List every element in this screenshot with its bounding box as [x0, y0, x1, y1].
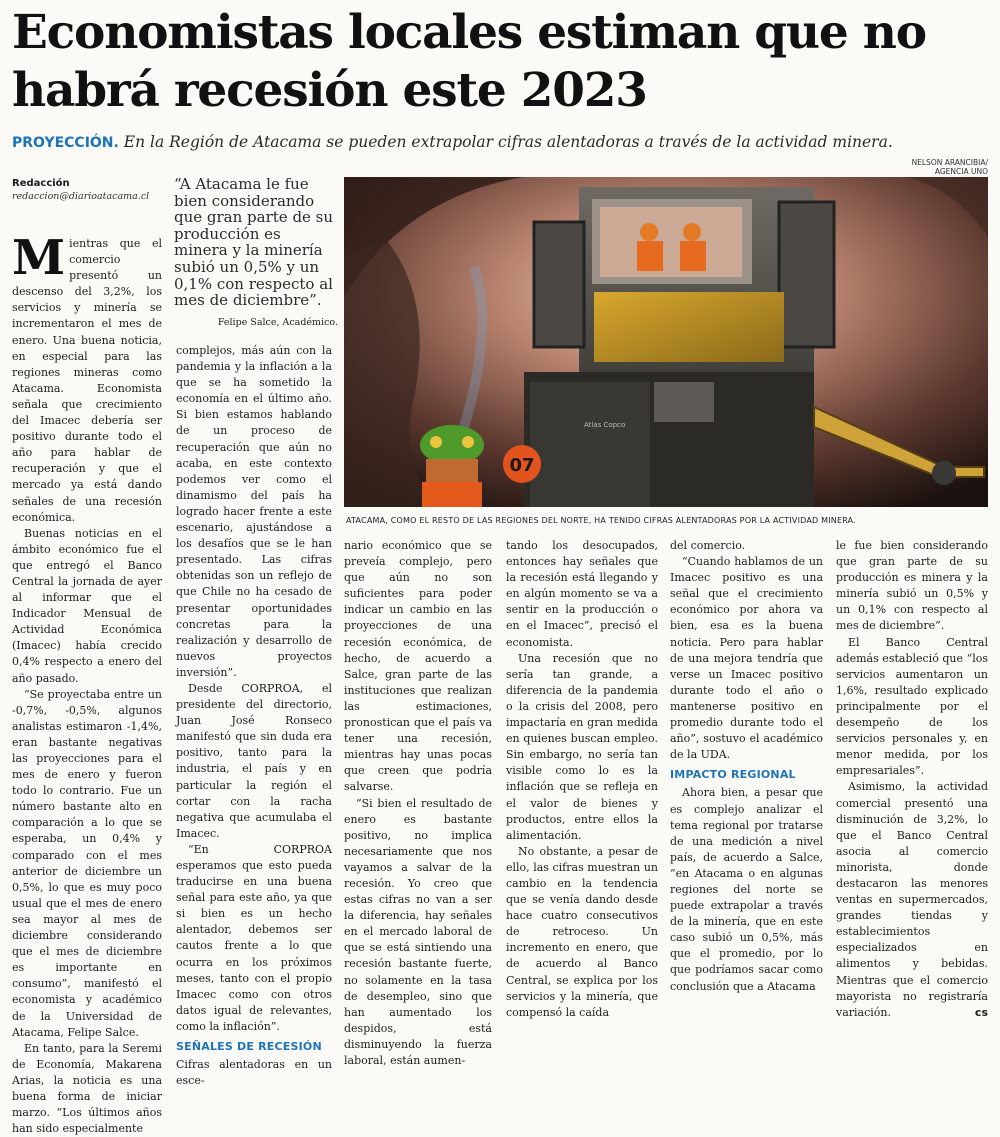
photo-caption: ATACAMA, COMO EL RESTO DE LAS REGIONES DEL NORTE, HA TENIDO CIFRAS ALENTADORAS POR LA ACTIVIDAD MINERA.	[346, 516, 856, 525]
article-column-3	[344, 538, 492, 1069]
paragraph: No obstante, a pesar de ello, las cifras muestran un cambio en la tendencia que se venía dando desde hace cuatro consecutivos de retroceso. Un incremento en enero, que de acuerdo al Banco Central, se explica por los servicios y la minería, que compensó la caída	[506, 844, 658, 1019]
drop-cap: M	[12, 230, 66, 286]
paragraph: Una recesión que no sería tan grande, a diferencia de la pandemia o la crisis del 2008, pero impactaría en gran medida en quienes buscan empleo. Sin embargo, no sería tan visible como lo es la inflación que se refleja en el valor de bienes y productos, entre ellos la alimentación.	[506, 651, 658, 842]
article-column-2	[176, 343, 332, 1089]
deck	[12, 132, 992, 153]
article-column-5	[670, 538, 823, 995]
end-mark-icon: cs	[974, 1005, 988, 1019]
vehicle-number-badge	[503, 445, 541, 483]
section-heading-impacto: IMPACTO REGIONAL	[670, 768, 796, 782]
article-column-1	[12, 230, 162, 1137]
headline: Economistas locales estiman que no habrá recesión este 2023	[12, 5, 926, 118]
deck-text: En la Región de Atacama se pueden extrapolar cifras alentadoras a través de la actividad minera.	[123, 133, 893, 151]
paragraph: “Cuando hablamos de un Imacec positivo es una señal que el crecimiento económico por ahora va bien, esa es la buena noticia. Pero para hablar de una mejora tendría que verse un Imacec positivo durante todo el año o mantenerse positivo en promedio durante todo el año”, sostuvo el académico de la UDA.	[670, 555, 823, 762]
paragraph: “Si bien el resultado de enero es bastante positivo, no implica necesariamente que nos vayamos a salvar de la recesión. Yo creo que estas cifras no van a ser la diferencia, hay señales en el mercado laboral de que se está sintiendo una recesión bastante fuerte, no solamente en la tasa de desempleo, sino que han aumentado los despidos, está disminuyendo la fuerza laboral, están aumen-	[344, 796, 492, 1067]
photo-credit-line2: AGENCIA UNO	[934, 167, 988, 176]
photo-credit-line1: NELSON ARANCIBIA/	[911, 158, 988, 167]
paragraph: Asimismo, la actividad comercial presentó una disminución de 3,2%, lo que el Banco Central asocia al comercio minorista, donde destacaron las menores ventas en supermercados, grandes tiendas y establecimientos especializados en alimentos y bebidas. Mientras que el comercio mayorista no registraría variación. cs	[836, 779, 988, 1020]
pull-quote	[174, 176, 338, 328]
paragraph: En tanto, para la Seremi de Economía, Makarena Arias, la noticia es una buena forma de iniciar marzo. “Los últimos años han sido especialmente	[12, 1041, 162, 1136]
paragraph: “En CORPROA esperamos que esto pueda traducirse en una buena señal para este año, ya que si bien es un hecho alentador, debemos ser cautos frente a lo que ocurra en los próximos meses, tanto con el propio Imacec como con otros datos igual de relevantes, como la inflación”.	[176, 842, 332, 1033]
vehicle-brand-label: Atlas Copco	[584, 421, 626, 429]
paragraph: Mientras que el comercio presentó un descenso del 3,2%, los servicios y minería se incrementaron el mes de enero. Una buena noticia, en especial para las regiones mineras como Atacama. Economista señala que crecimiento del Imacec debería ser positivo durante todo el año para hablar de recuperación y que el mercado ya está dando señales de una recesión económica.	[12, 230, 162, 524]
byline	[12, 177, 172, 204]
paragraph: Cifras alentadoras en un esce-	[176, 1058, 332, 1088]
vehicle-number-label: 07	[509, 455, 535, 476]
paragraph: nario económico que se preveía complejo, pero que aún no son suficientes para poder indicar un cambio en las proyecciones de una recesión económica, de hecho, de acuerdo a Salce, gran parte de las instituciones que realizan las estimaciones, pronostican que el país va tener una recesión, mientras hay unas pocas que creen que podría salvarse.	[344, 539, 492, 794]
paragraph: Desde CORPROA, el presidente del directorio, Juan José Ronseco manifestó que sin duda era positivo, tanto para la industria, el país y en particular la región el cortar con la racha negativa que acumulaba el Imacec.	[176, 681, 332, 840]
mining-photo	[344, 177, 988, 507]
article-column-4	[506, 538, 658, 1021]
mining-photo-image	[344, 177, 988, 507]
byline-name: Redacción	[12, 178, 70, 189]
pull-quote-text: “A Atacama le fue bien considerando que gran parte de su producción es minera y la minería subió un 0,5% y un 0,1% con respecto al mes de diciembre”.	[174, 175, 334, 310]
paragraph: Ahora bien, a pesar que es complejo analizar el tema regional por tratarse de una medición a nivel país, de acuerdo a Salce, “en Atacama o en algunas regiones del norte se puede extrapolar a través de la minería, que en este caso subió un 0,5%, más que el promedio, por lo que podríamos sacar como conclusión que a Atacama	[670, 786, 823, 993]
paragraph: “Se proyectaba entre un -0,7%, -0,5%, algunos analistas estimaron -1,4%, eran bastante negativas las proyecciones para el mes de enero y fueron todo lo contrario. Fue un número bastante alto en comparación a lo que se esperaba, un 0,4% y comparado con el mes anterior de diciembre un 0,5%, lo que es muy poco usual que el mes de enero sea mayor al mes de diciembre considerando que el mes de diciembre es importante en consumo”, manifestó el economista y académico de la Universidad de Atacama, Felipe Salce.	[12, 687, 162, 1039]
photo-credit	[912, 158, 988, 176]
byline-email: redaccion@diarioatacama.cl	[12, 191, 150, 202]
paragraph: del comercio.	[670, 539, 746, 552]
paragraph: complejos, más aún con la pandemia y la inflación a la que se ha sometido la economía en el último año. Si bien estamos hablando de un proceso de recuperación que aún no acaba, en este contexto podemos ver como el dinamismo del país ha logrado hacer frente a este escenario, ajustándose a los desafíos que se le han presentado. Las cifras obtenidas son un reflejo de que Chile no ha cesado de presentar oportunidades concretas para la realización y desarrollo de nuevos proyectos inversión”.	[176, 344, 332, 679]
paragraph: El Banco Central además estableció que “los servicios aumentaron un 1,6%, resultado explicado principalmente por el desempeño de los servicios personales y, en menor medida, por los empresariales”.	[836, 635, 988, 778]
section-heading-recesion: SEÑALES DE RECESIÓN	[176, 1040, 322, 1054]
paragraph: Buenas noticias en el ámbito económico fue el que entregó el Banco Central la jornada de ayer al informar que el Indicador Mensual de Actividad Económica (Imacec) había crecido 0,4% respecto a enero del año pasado.	[12, 526, 162, 685]
paragraph: le fue bien considerando que gran parte de su producción es minera y la minería subió un 0,5% y un 0,1% con respecto al mes de diciembre”.	[836, 539, 988, 633]
pull-quote-author: Felipe Salce, Académico.	[217, 316, 338, 328]
article-column-6	[836, 538, 988, 1021]
deck-kicker: PROYECCIÓN.	[12, 135, 119, 151]
paragraph: tando los desocupados, entonces hay señales que la recesión está llegando y en algún momento se va a sentir en la producción o en el Imacec”, precisó el economista.	[506, 539, 658, 649]
